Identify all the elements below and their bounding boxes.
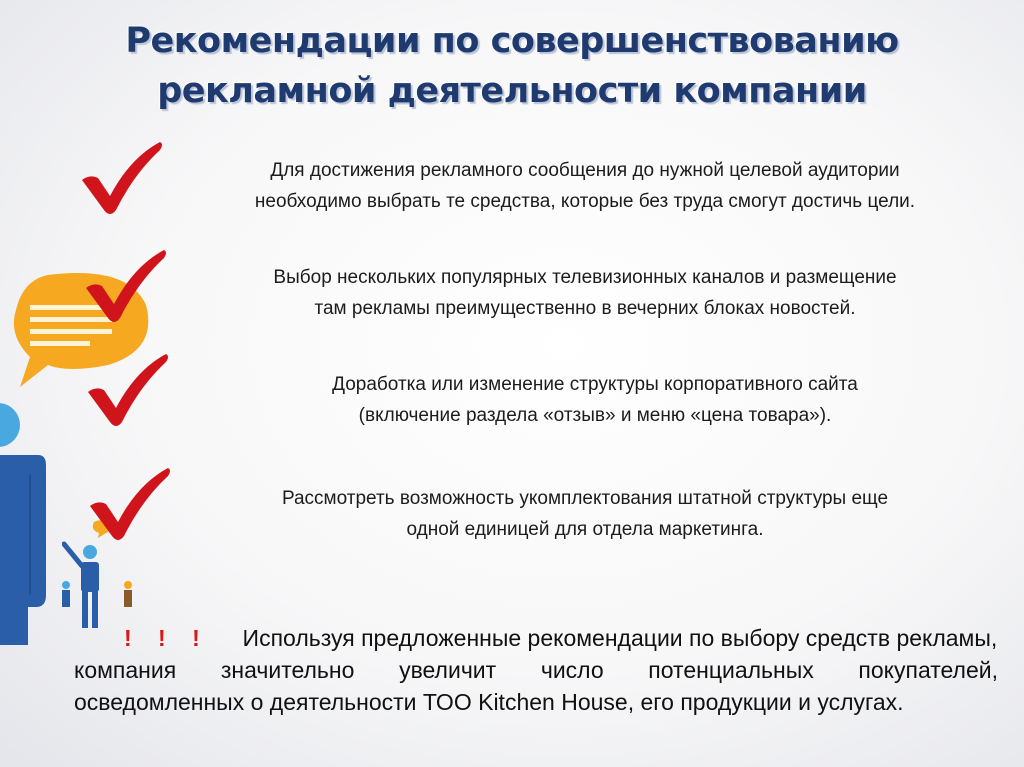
checkmark-icon: [82, 246, 172, 326]
recommendation-line: (включение раздела «отзыв» и меню «цена товара»).: [358, 405, 832, 426]
conclusion-line: компания значительно увеличит число потенциальных покупателей,: [74, 657, 998, 683]
checkmark-icon: [86, 464, 176, 544]
person-figure-icon: [120, 580, 136, 608]
recommendation-line: Доработка или изменение структуры корпоративного сайта: [332, 374, 858, 395]
page-title-line2: рекламной деятельности компании: [157, 71, 867, 111]
recommendation-1: [190, 155, 980, 217]
recommendation-2: [180, 262, 990, 324]
recommendation-line: Рассмотреть возможность укомплектования штатной структуры еще: [281, 488, 889, 509]
recommendation-line: Выбор нескольких популярных телевизионных каналов и размещение: [273, 267, 897, 288]
conclusion-paragraph: [74, 622, 998, 718]
conclusion-first-line: [74, 622, 998, 654]
person-figure-icon: [58, 580, 74, 608]
page-title: Рекомендации по совершенствованию: [125, 21, 899, 61]
conclusion-line: Используя предложенные рекомендации по выбору средств рекламы,: [242, 625, 998, 651]
person-figure-icon: [0, 395, 60, 655]
recommendation-3: [200, 369, 990, 431]
recommendation-4: [180, 483, 990, 545]
exclamation-marks: ! ! !: [124, 625, 210, 651]
recommendation-line: необходимо выбрать те средства, которые без труда смогут достичь цели.: [254, 191, 916, 212]
conclusion-line: осведомленных о деятельности ТОО Kitchen House, его продукции и услугах.: [74, 689, 904, 715]
recommendation-line: одной единицей для отдела маркетинга.: [406, 519, 764, 540]
checkmark-icon: [78, 138, 168, 218]
recommendation-line: Для достижения рекламного сообщения до нужной целевой аудитории: [270, 160, 900, 181]
checkmark-icon: [84, 350, 174, 430]
recommendation-line: там рекламы преимущественно в вечерних блоках новостей.: [314, 298, 856, 319]
